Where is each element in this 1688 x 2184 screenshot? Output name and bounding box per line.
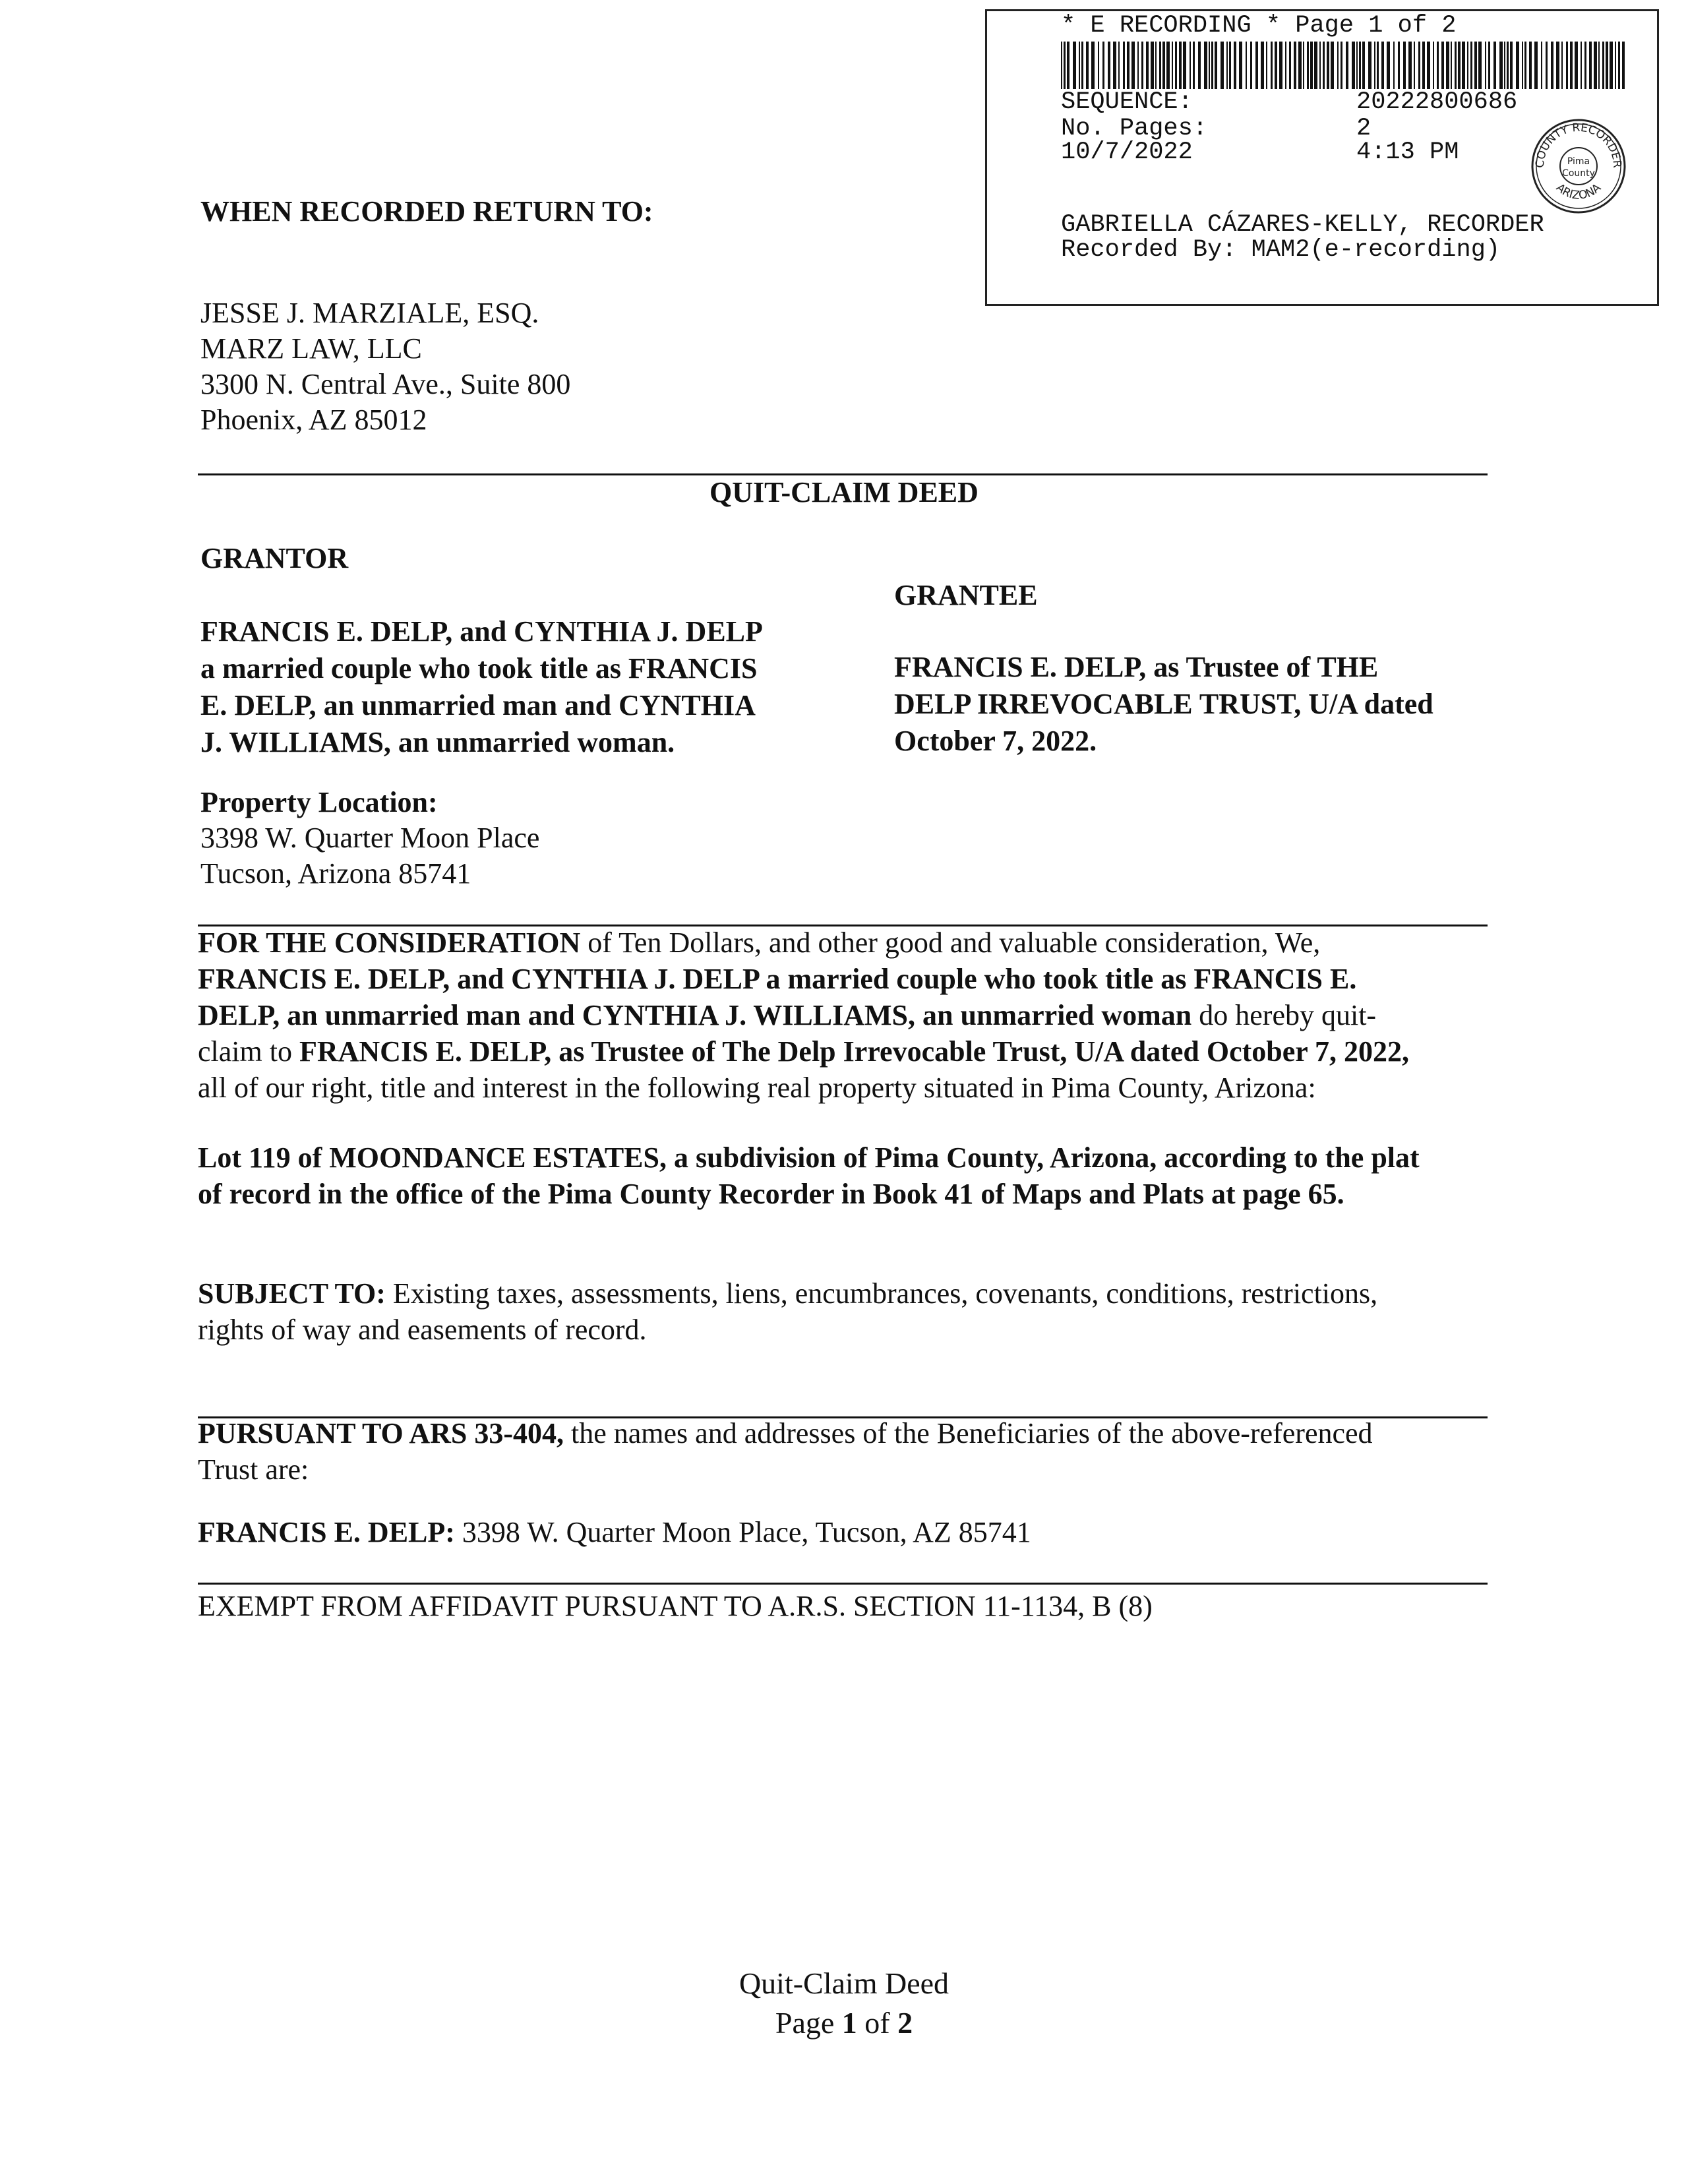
beneficiary-address: 3398 W. Quarter Moon Place, Tucson, AZ 85741 [454, 1516, 1031, 1548]
pursuant-text: Trust are: [198, 1453, 309, 1486]
barcode-bar [1467, 42, 1468, 89]
barcode-bar [1209, 42, 1210, 89]
barcode-bar [1190, 42, 1191, 89]
barcode-bar [1118, 42, 1120, 89]
barcode-bar [1546, 42, 1548, 89]
seal-bottom-text: ARIZONA [1553, 181, 1604, 202]
barcode [1061, 42, 1628, 89]
barcode-bar [1098, 42, 1099, 89]
barcode-bar [1606, 42, 1608, 89]
barcode-bar [1166, 42, 1170, 89]
legal-line: of record in the office of the Pima County Recorder in Book 41 of Maps and Plats at page 65. [198, 1178, 1344, 1210]
barcode-bar [1239, 42, 1242, 89]
seal-inner-2: County [1562, 168, 1595, 179]
barcode-bar [1478, 42, 1482, 89]
grantee-names [894, 649, 1433, 760]
barcode-bar [1271, 42, 1273, 89]
barcode-bar [1622, 42, 1625, 89]
barcode-bar [1462, 42, 1465, 89]
barcode-bar [1183, 42, 1186, 89]
grantor-line: FRANCIS E. DELP, and CYNTHIA J. DELP [200, 615, 763, 648]
barcode-bar [1504, 42, 1505, 89]
barcode-bar [1446, 42, 1449, 89]
barcode-bar [1584, 42, 1586, 89]
consideration-text: DELP, an unmarried man and CYNTHIA J. WILLIAMS, an unmarried woman [198, 999, 1192, 1031]
barcode-bar [1522, 42, 1523, 89]
barcode-bar [1250, 42, 1252, 89]
barcode-bar [1408, 42, 1412, 89]
barcode-bar [1356, 42, 1358, 89]
barcode-bar [1211, 42, 1213, 89]
recorded-by: Recorded By: MAM2(e-recording) [1061, 236, 1501, 264]
barcode-bar [1221, 42, 1224, 89]
grantor-heading: GRANTOR [200, 542, 349, 574]
pursuant-text: the names and addresses of the Beneficiaries of the above-referenced [564, 1417, 1373, 1449]
barcode-bar [1418, 42, 1420, 89]
pages-label: No. Pages: [1061, 115, 1208, 142]
barcode-bar [1374, 42, 1375, 89]
return-to-heading: WHEN RECORDED RETURN TO: [200, 195, 653, 228]
barcode-bar [1123, 42, 1125, 89]
barcode-bar [1141, 42, 1143, 89]
barcode-bar [1331, 42, 1334, 89]
barcode-bar [1175, 42, 1177, 89]
consideration-paragraph [198, 925, 1503, 1106]
return-to-line-3: 3300 N. Central Ave., Suite 800 [200, 368, 571, 400]
barcode-bar [1198, 42, 1201, 89]
barcode-bar [1381, 42, 1384, 89]
barcode-bar [1310, 42, 1313, 89]
barcode-bar [1279, 42, 1282, 89]
barcode-bar [1061, 42, 1062, 89]
barcode-bar [1575, 42, 1578, 89]
barcode-bar [1327, 42, 1329, 89]
barcode-bar [1589, 42, 1592, 89]
barcode-bar [1155, 42, 1157, 89]
barcode-bar [1234, 42, 1236, 89]
barcode-bar [1215, 42, 1217, 89]
barcode-bar [1081, 42, 1083, 89]
barcode-bar [1581, 42, 1582, 89]
return-to-line-4: Phoenix, AZ 85012 [200, 404, 427, 436]
grantor-names [200, 613, 763, 761]
consideration-text: of Ten Dollars, and other good and valuable consideration, We, [580, 926, 1321, 959]
return-to-line-1: JESSE J. MARZIALE, ESQ. [200, 297, 539, 329]
grantee-line: FRANCIS E. DELP, as Trustee of THE [894, 651, 1379, 683]
barcode-bar [1314, 42, 1317, 89]
barcode-bar [1524, 42, 1526, 89]
barcode-bar [1393, 42, 1395, 89]
barcode-bar [1172, 42, 1173, 89]
barcode-bar [1507, 42, 1509, 89]
consideration-text: claim to [198, 1035, 299, 1068]
barcode-bar [1561, 42, 1563, 89]
consideration-text: FRANCIS E. DELP, as Trustee of The Delp Irrevocable Trust, U/A dated October 7, 2022, [299, 1035, 1409, 1068]
barcode-bar [1266, 42, 1267, 89]
barcode-bar [1086, 42, 1089, 89]
barcode-bar [1387, 42, 1390, 89]
barcode-bar [1204, 42, 1207, 89]
barcode-bar [1566, 42, 1568, 89]
property-heading: Property Location: [200, 786, 438, 818]
divider [198, 1583, 1488, 1585]
barcode-bar [1610, 42, 1613, 89]
stamp-header: * E RECORDING * Page 1 of 2 [1061, 12, 1457, 40]
barcode-bar [1131, 42, 1135, 89]
sequence-value: 20222800686 [1356, 88, 1518, 116]
recorder-name: GABRIELLA CÁZARES-KELLY, RECORDER [1061, 211, 1544, 239]
barcode-bar [1352, 42, 1355, 89]
barcode-bar [1529, 42, 1532, 89]
barcode-bar [1091, 42, 1095, 89]
legal-description [198, 1139, 1420, 1212]
barcode-bar [1073, 42, 1076, 89]
barcode-bar [1556, 42, 1559, 89]
barcode-bar [1346, 42, 1348, 89]
barcode-bar [1441, 42, 1444, 89]
subject-to-paragraph [198, 1275, 1377, 1348]
barcode-bar [1414, 42, 1415, 89]
barcode-bar [1422, 42, 1425, 89]
barcode-bar [1102, 42, 1104, 89]
barcode-bar [1193, 42, 1195, 89]
consideration-text: FRANCIS E. DELP, and CYNTHIA J. DELP a married couple who took title as FRANCIS E. [198, 963, 1357, 995]
consideration-text: all of our right, title and interest in the following real property situated in Pima County, Arizona: [198, 1072, 1316, 1104]
barcode-bar [1458, 42, 1461, 89]
beneficiary-line [198, 1514, 1031, 1550]
barcode-bar [1226, 42, 1228, 89]
seal-top-text: COUNTY RECORDER [1533, 121, 1624, 169]
barcode-bar [1064, 42, 1066, 89]
barcode-bar [1303, 42, 1304, 89]
barcode-bar [1162, 42, 1165, 89]
barcode-bar [1079, 42, 1080, 89]
barcode-bar [1433, 42, 1434, 89]
barcode-bar [1337, 42, 1339, 89]
recording-stamp [985, 9, 1659, 306]
grantor-line: a married couple who took title as FRANCIS [200, 652, 758, 684]
return-to-line-2: MARZ LAW, LLC [200, 332, 422, 365]
barcode-bar [1067, 42, 1070, 89]
barcode-bar [1359, 42, 1361, 89]
barcode-bar [1437, 42, 1439, 89]
page-number: Page 1 of 2 [775, 2006, 913, 2040]
barcode-bar [1551, 42, 1553, 89]
consideration-text: do hereby quit- [1191, 999, 1377, 1031]
barcode-bar [1159, 42, 1161, 89]
barcode-bar [1261, 42, 1264, 89]
barcode-bar [1488, 42, 1490, 89]
barcode-bar [1179, 42, 1182, 89]
barcode-bar [1398, 42, 1400, 89]
barcode-bar [1255, 42, 1258, 89]
barcode-bar [1368, 42, 1372, 89]
subject-to-lead: SUBJECT TO: [198, 1277, 386, 1310]
barcode-bar [1602, 42, 1604, 89]
barcode-bar [1594, 42, 1597, 89]
footer-title: Quit-Claim Deed [738, 1966, 950, 2000]
barcode-bar [1285, 42, 1286, 89]
property-line-2: Tucson, Arizona 85741 [200, 857, 471, 890]
grantee-heading: GRANTEE [894, 579, 1038, 611]
subject-to-text: Existing taxes, assessments, liens, encumbrances, covenants, conditions, restrictions, [385, 1277, 1378, 1310]
barcode-bar [1598, 42, 1600, 89]
barcode-bar [1534, 42, 1538, 89]
barcode-bar [1499, 42, 1503, 89]
barcode-bar [1362, 42, 1365, 89]
property-line-1: 3398 W. Quarter Moon Place [200, 822, 540, 854]
barcode-bar [1294, 42, 1296, 89]
page-footer [0, 1964, 1688, 2043]
pages-value: 2 [1356, 115, 1372, 142]
barcode-bar [1319, 42, 1321, 89]
barcode-bar [1127, 42, 1130, 89]
grantor-line: E. DELP, an unmarried man and CYNTHIA [200, 689, 756, 721]
barcode-bar [1298, 42, 1302, 89]
barcode-bar [1615, 42, 1616, 89]
pursuant-lead: PURSUANT TO ARS 33-404, [198, 1417, 564, 1449]
barcode-bar [1474, 42, 1477, 89]
sequence-label: SEQUENCE: [1061, 88, 1193, 116]
return-to-address [200, 295, 570, 438]
barcode-bar [1510, 42, 1513, 89]
seal-inner-1: Pima [1567, 156, 1590, 167]
barcode-bar [1541, 42, 1542, 89]
subject-to-text: rights of way and easements of record. [198, 1314, 647, 1346]
barcode-bar [1493, 42, 1496, 89]
barcode-bar [1341, 42, 1342, 89]
consideration-lead: FOR THE CONSIDERATION [198, 926, 581, 959]
barcode-bar [1570, 42, 1573, 89]
barcode-bar [1151, 42, 1154, 89]
grantee-line: October 7, 2022. [894, 725, 1097, 757]
barcode-bar [1427, 42, 1430, 89]
grantee-line: DELP IRREVOCABLE TRUST, U/A dated [894, 688, 1433, 720]
county-recorder-seal [1529, 117, 1628, 216]
barcode-bar [1451, 42, 1452, 89]
barcode-bar [1323, 42, 1325, 89]
record-time: 4:13 PM [1356, 138, 1459, 166]
legal-line: Lot 119 of MOONDANCE ESTATES, a subdivision of Pima County, Arizona, according to the plat [198, 1141, 1420, 1174]
barcode-bar [1470, 42, 1472, 89]
pursuant-paragraph [198, 1415, 1373, 1488]
beneficiary-name: FRANCIS E. DELP: [198, 1516, 455, 1548]
barcode-bar [1485, 42, 1486, 89]
barcode-bar [1307, 42, 1309, 89]
barcode-bar [1246, 42, 1247, 89]
barcode-bar [1108, 42, 1110, 89]
barcode-bar [1289, 42, 1291, 89]
barcode-bar [1137, 42, 1139, 89]
barcode-bar [1403, 42, 1406, 89]
record-date: 10/7/2022 [1061, 138, 1193, 166]
grantor-line: J. WILLIAMS, an unmarried woman. [200, 726, 675, 758]
barcode-bar [1275, 42, 1277, 89]
exempt-statement: EXEMPT FROM AFFIDAVIT PURSUANT TO A.R.S. SECTION 11-1134, B (8) [198, 1590, 1153, 1622]
barcode-bar [1455, 42, 1457, 89]
barcode-bar [1377, 42, 1379, 89]
barcode-bar [1113, 42, 1116, 89]
barcode-bar [1618, 42, 1620, 89]
document-title: QUIT-CLAIM DEED [709, 476, 979, 508]
barcode-bar [1146, 42, 1149, 89]
barcode-bar [1229, 42, 1231, 89]
barcode-bar [1516, 42, 1519, 89]
property-location [200, 785, 539, 892]
